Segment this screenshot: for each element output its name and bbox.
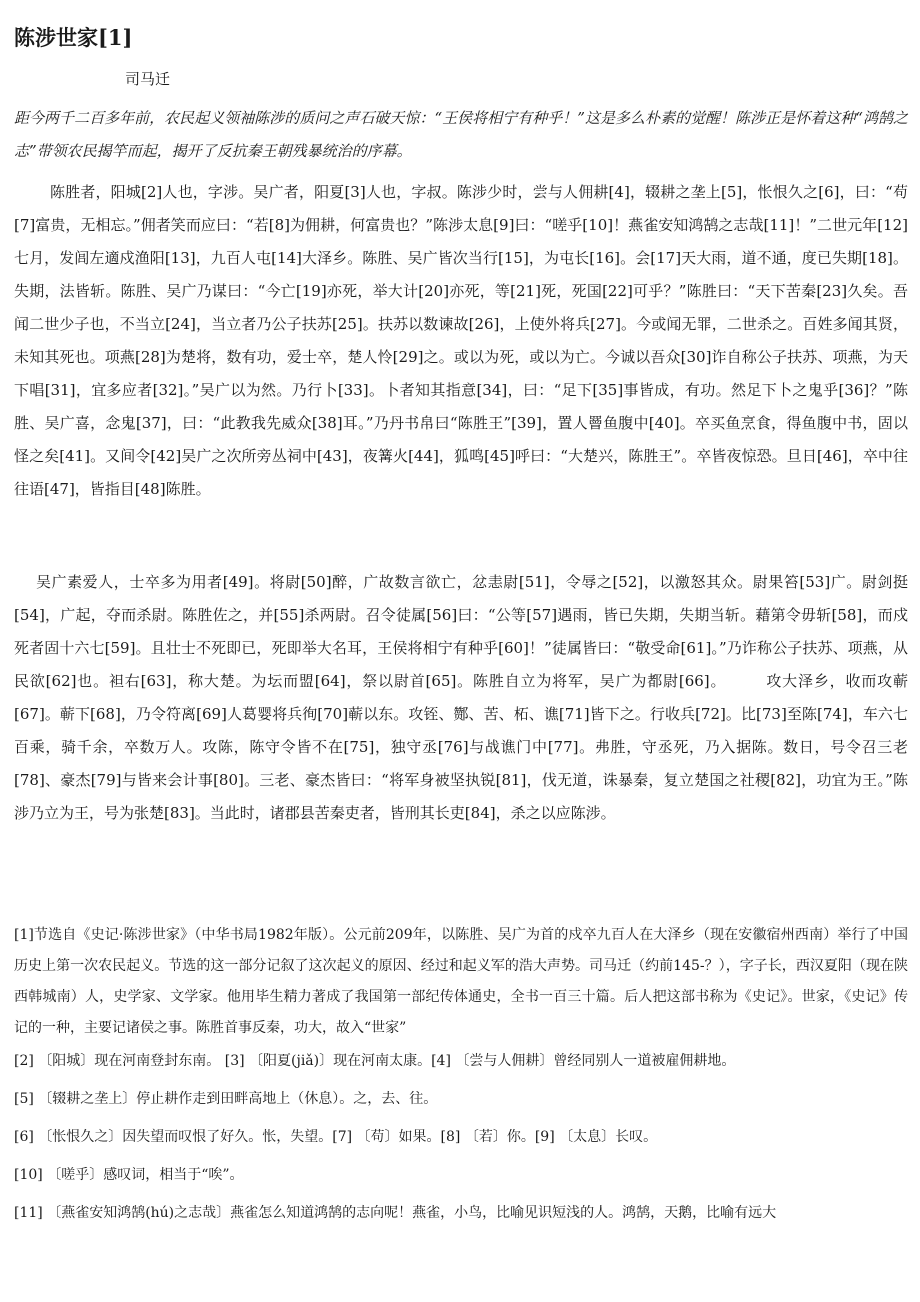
footnote-6-9: [6] 〔怅恨久之〕因失望而叹恨了好久。怅，失望。[7] 〔苟〕如果。[8] 〔若〕你。[9] 〔太息〕长叹。: [14, 1129, 658, 1145]
footnote-5: [5] 〔辍耕之垄上〕停止耕作走到田畔高地上（休息）。之，去、往。: [14, 1091, 438, 1107]
body-paragraph-2: 吴广素爱人，士卒多为用者[49]。将尉[50]醉，广故数言欲亡，忿恚尉[51]，令辱之[52]，以激怒其众。尉果笞[53]广。尉剑挺[54]，广起，夺而杀尉。陈胜佐之，并[55]杀两尉。召令徒属[56]曰：“公等[57]遇雨，皆已失期，失期当斩。藉第令毋斩[58]，而戍死者固十六七[59]。且壮士不死即已，死即举大名耳，王侯将相宁有种乎[60]！”徒属皆曰：“敬受命[61]。”乃诈称公子扶苏、项燕，从民欲[62]也。袒右[63]，称大楚。为坛而盟[64]，祭以尉首[65]。陈胜自立为将军，吴广为都尉[66]。 攻大泽乡，收而攻蕲[67]。蕲下[68]，乃令符离[69]人葛婴将兵徇[70]蕲以东。攻铚、酂、苦、柘、谯[71]皆下之。行收兵[72]。比[73]至陈[74]，车六七百乘，骑千余，卒数万人。攻陈，陈守令皆不在[75]，独守丞[76]与战谯门中[77]。弗胜，守丞死，乃入据陈。数日，号令召三老[78]、豪杰[79]与皆来会计事[80]。三老、豪杰皆曰：“将军身被坚执锐[81]，伐无道，诛暴秦，复立楚国之社稷[82]，功宜为王。”陈涉乃立为王，号为张楚[83]。当此时，诸郡县苦秦吏者，皆刑其长吏[84]，杀之以应陈涉。: [14, 573, 908, 822]
author-name: 司马迁: [125, 70, 171, 88]
footnote-2-4: [2] 〔阳城〕现在河南登封东南。 [3] 〔阳夏(jiǎ)〕现在河南太康。[4] 〔尝与人佣耕〕曾经同别人一道被雇佣耕地。: [14, 1053, 736, 1069]
lead-paragraph: 距今两千二百多年前，农民起义领袖陈涉的质问之声石破天惊：“王侯将相宁有种乎！”这是多么朴素的觉醒！陈涉正是怀着这种“鸿鹄之志”带领农民揭竿而起，揭开了反抗秦王朝残暴统治的序幕。: [14, 109, 908, 160]
body-paragraph-1: 陈胜者，阳城[2]人也，字涉。吴广者，阳夏[3]人也，字叔。陈涉少时，尝与人佣耕[4]，辍耕之垄上[5]，怅恨久之[6]，曰：“苟[7]富贵，无相忘。”佣者笑而应曰：“若[8]为佣耕，何富贵也？”陈涉太息[9]曰：“嗟乎[10]！燕雀安知鸿鹄之志哉[11]！”二世元年[12]七月，发闾左適戍渔阳[13]，九百人屯[14]大泽乡。陈胜、吴广皆次当行[15]，为屯长[16]。会[17]天大雨，道不通，度已失期[18]。失期，法皆斩。陈胜、吴广乃谋曰：“今亡[19]亦死，举大计[20]亦死，等[21]死，死国[22]可乎？”陈胜曰：“天下苦秦[23]久矣。吾闻二世少子也，不当立[24]，当立者乃公子扶苏[25]。扶苏以数谏故[26]，上使外将兵[27]。今或闻无罪，二世杀之。百姓多闻其贤，未知其死也。项燕[28]为楚将，数有功，爱士卒，楚人怜[29]之。或以为死，或以为亡。今诚以吾众[30]诈自称公子扶苏、项燕，为天下唱[31]，宜多应者[32]。”吴广以为然。乃行卜[33]。卜者知其指意[34]，曰：“足下[35]事皆成，有功。然足下卜之鬼乎[36]？”陈胜、吴广喜，念鬼[37]，曰：“此教我先威众[38]耳。”乃丹书帛曰“陈胜王”[39]，置人罾鱼腹中[40]。卒买鱼烹食，得鱼腹中书，固以怪之矣[41]。又间令[42]吴广之次所旁丛祠中[43]，夜篝火[44]，狐鸣[45]呼曰：“大楚兴，陈胜王”。卒皆夜惊恐。旦日[46]，卒中往往语[47]，皆指目[48]陈胜。: [14, 183, 908, 498]
footnote-11: [11] 〔燕雀安知鸿鹄(hú)之志哉〕燕雀怎么知道鸿鹄的志向呢！燕雀，小鸟，比喻见识短浅的人。鸿鹄，天鹅，比喻有远大: [14, 1205, 777, 1221]
footnote-10: [10] 〔嗟乎〕感叹词，相当于“唉”。: [14, 1167, 244, 1183]
footnote-1: [1]节选自《史记·陈涉世家》（中华书局1982年版）。公元前209年，以陈胜、吴广为首的戍卒九百人在大泽乡（现在安徽宿州西南）举行了中国历史上第一次农民起义。节选的这一部分记叙了这次起义的原因、经过和起义军的浩大声势。司马迁（约前145-？），字子长，西汉夏阳（现在陕西韩城南）人，史学家、文学家。他用毕生精力著成了我国第一部纪传体通史，全书一百三十篇。后人把这部书称为《史记》。世家，《史记》传记的一种，主要记诸侯之事。陈胜首事反秦，功大，故入“世家”: [14, 927, 908, 1036]
document-title: 陈涉世家[1]: [14, 25, 133, 50]
footnotes: [14, 920, 908, 1236]
